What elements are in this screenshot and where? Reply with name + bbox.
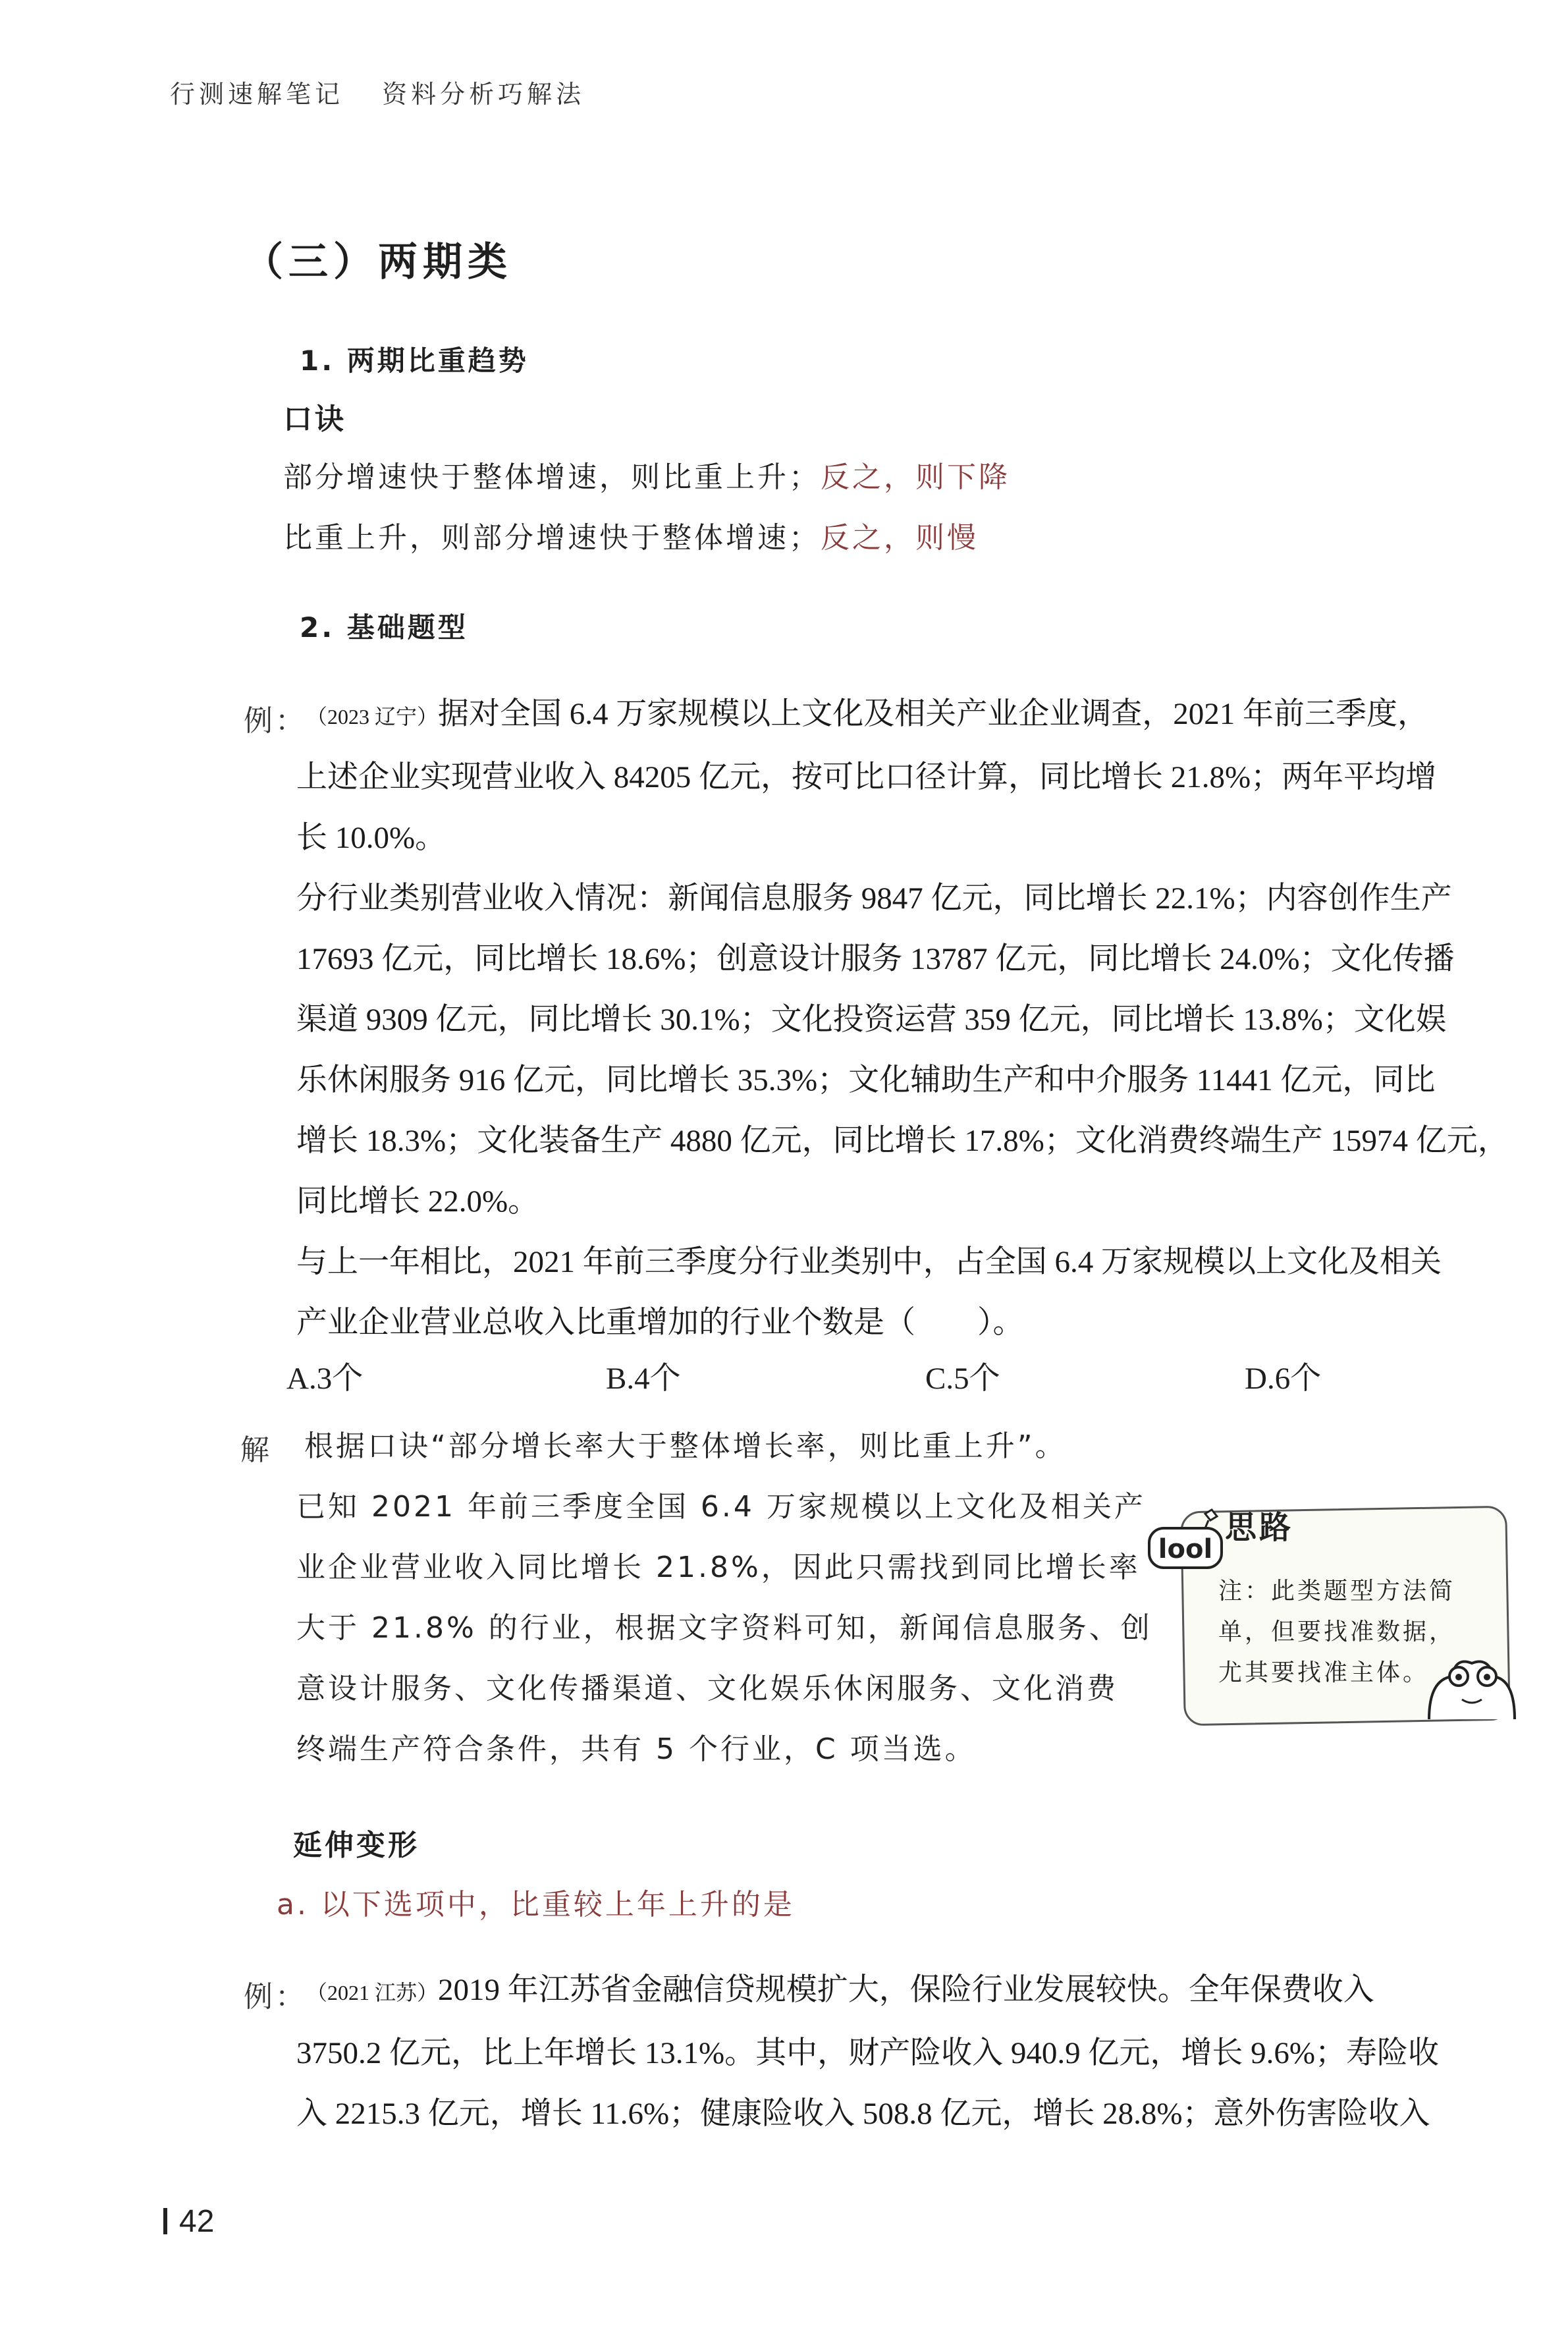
lightbulb-badge-icon xyxy=(1143,1508,1228,1574)
tip-line: 注：此类题型方法简 xyxy=(1218,1578,1456,1605)
extension-heading: 延伸变形 xyxy=(293,1829,419,1862)
example-2-line: 3750.2 亿元，比上年增长 13.1%。其中，财产险收入 940.9 亿元，增长 9.6%；寿险收 xyxy=(296,2036,1440,2070)
mnemonic-line-2-tail: 反之，则慢 xyxy=(821,521,979,555)
mnemonic-line-2 xyxy=(283,514,979,556)
extension-item-a: a. 以下选项中，比重较上年上升的是 xyxy=(277,1888,795,1921)
option-b: B.4个 xyxy=(606,1362,681,1396)
option-c: C.5个 xyxy=(925,1362,1000,1396)
solution-line: 终端生产符合条件，共有 5 个行业，C 项当选。 xyxy=(296,1732,977,1766)
tip-text xyxy=(1218,1571,1455,1694)
badge-text: lool xyxy=(1158,1534,1213,1564)
solution-line: 业企业营业收入同比增长 21.8%，因此只需找到同比增长率 xyxy=(296,1551,1141,1584)
tip-title: 思路 xyxy=(1225,1509,1294,1546)
example-1-line: 17693 亿元，同比增长 18.6%；创意设计服务 13787 亿元，同比增长 24.0%；文化传播 xyxy=(296,942,1455,976)
mnemonic-line-1-main: 部分增速快于整体增速，则比重上升； xyxy=(283,460,821,494)
example-2-body xyxy=(296,1960,1439,2144)
example-2-source: （2021 江苏） xyxy=(306,1981,439,2004)
example-2-line: 入 2215.3 亿元，增长 11.6%；健康险收入 508.8 亿元，增长 28.8%；意外伤害险收入 xyxy=(296,2097,1430,2131)
example-1-body xyxy=(296,684,1509,1353)
option-a: A.3个 xyxy=(286,1362,364,1396)
example-1-line: 乐休闲服务 916 亿元，同比增长 35.3%；文化辅助生产和中介服务 11441 亿元，同比 xyxy=(296,1063,1436,1097)
page-number: 42 xyxy=(179,2204,215,2239)
option-d: D.6个 xyxy=(1245,1362,1322,1396)
subsection-heading-1: 1. 两期比重趋势 xyxy=(300,345,529,377)
tip-line: 尤其要找准主体。 xyxy=(1218,1659,1430,1686)
example-1-source: （2023 辽宁） xyxy=(306,705,439,729)
mnemonic-line-1 xyxy=(283,453,1010,495)
example-1-line: 长 10.0%。 xyxy=(296,821,446,855)
subsection-heading-2: 2. 基础题型 xyxy=(300,611,468,644)
section-title: （三）两期类 xyxy=(244,239,512,285)
solution-line: 已知 2021 年前三季度全国 6.4 万家规模以上文化及相关产 xyxy=(296,1490,1146,1524)
example-1-line: 上述企业实现营业收入 84205 亿元，按可比口径计算，同比增长 21.8%；两年平均增 xyxy=(296,760,1437,794)
example-1-line: 渠道 9309 亿元，同比增长 30.1%；文化投资运营 359 亿元，同比增长 13.8%；文化娱 xyxy=(296,1003,1447,1037)
running-header xyxy=(170,74,585,110)
example-1-line: 分行业类别营业收入情况：新闻信息服务 9847 亿元，同比增长 22.1%；内容创作生产 xyxy=(296,881,1452,916)
example-1-line: 增长 18.3%；文化装备生产 4880 亿元，同比增长 17.8%；文化消费终端生产 15974 亿元， xyxy=(296,1124,1509,1158)
example-1-line: 与上一年相比，2021 年前三季度分行业类别中，占全国 6.4 万家规模以上文化及相关 xyxy=(296,1245,1442,1279)
example-1-line: 同比增长 22.0%。 xyxy=(296,1184,539,1219)
solution-body xyxy=(296,1416,1152,1780)
tip-line: 单，但要找准数据， xyxy=(1218,1618,1456,1645)
example-2-line: 2019 年江苏省金融信贷规模扩大，保险行业发展较快。全年保费收入 xyxy=(438,1973,1374,2007)
frog-mascot-icon xyxy=(1422,1653,1521,1726)
example-label: 例： xyxy=(244,1980,307,2014)
chapter-title: 资料分析巧解法 xyxy=(382,80,585,109)
example-label: 例： xyxy=(244,704,307,738)
mnemonic-line-1-tail: 反之，则下降 xyxy=(821,460,1010,494)
solution-line: 根据口诀“部分增长率大于整体增长率，则比重上升”。 xyxy=(304,1429,1067,1463)
mnemonic-label: 口诀 xyxy=(283,402,346,436)
example-1-line: 据对全国 6.4 万家规模以上文化及相关产业企业调查，2021 年前三季度， xyxy=(438,697,1429,731)
solution-line: 意设计服务、文化传播渠道、文化娱乐休闲服务、文化消费 xyxy=(296,1672,1118,1705)
mnemonic-line-2-main: 比重上升，则部分增速快于整体增速； xyxy=(283,521,821,555)
solution-line: 大于 21.8% 的行业，根据文字资料可知，新闻信息服务、创 xyxy=(296,1611,1152,1645)
solution-label: 解 xyxy=(240,1433,272,1467)
example-1-line: 产业企业营业总收入比重增加的行业个数是（ ）。 xyxy=(296,1306,1024,1340)
page-number-bar xyxy=(163,2208,167,2234)
book-title: 行测速解笔记 xyxy=(170,80,344,109)
